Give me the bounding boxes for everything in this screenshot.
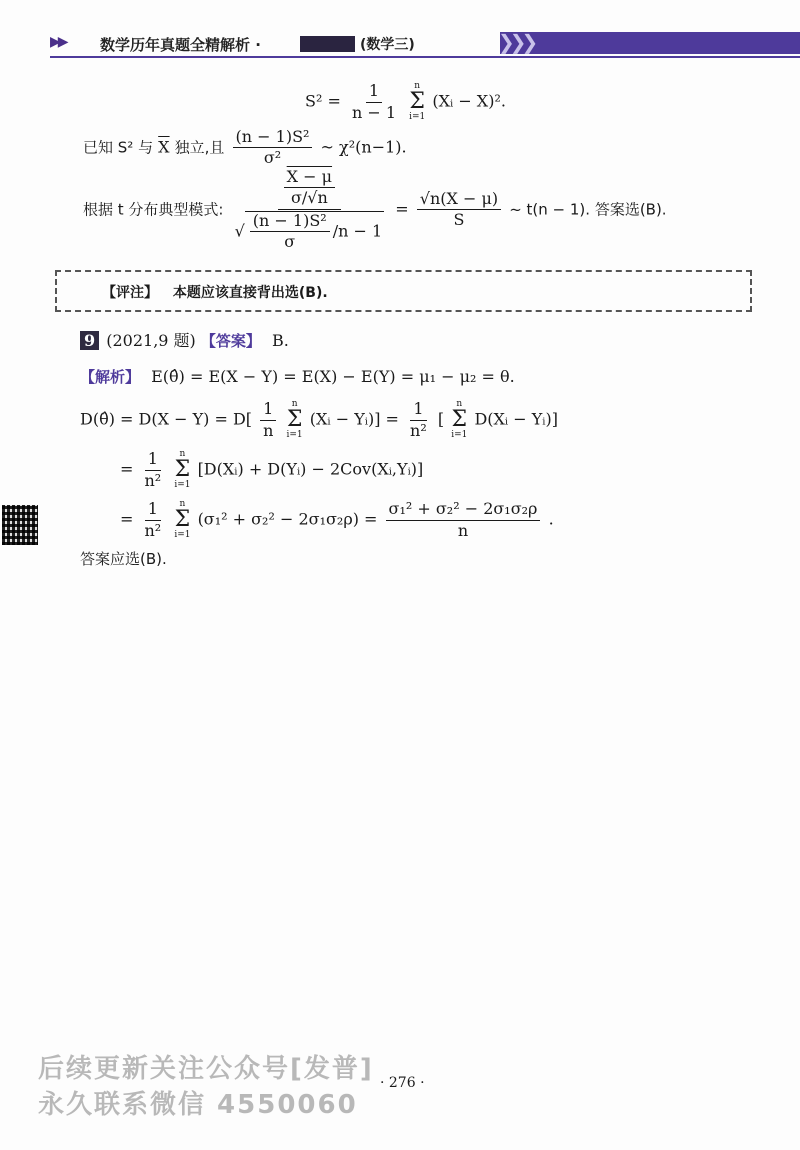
s2-rhs: (Xᵢ − X)². bbox=[432, 91, 506, 111]
t-den-frac-num: (n − 1)S² bbox=[250, 212, 330, 232]
variance-frac2-den: n² bbox=[410, 420, 427, 440]
header-rule bbox=[50, 56, 800, 58]
indep-xbar: $\overline{X}$ bbox=[158, 137, 170, 157]
answer-label: 【答案】 bbox=[200, 332, 261, 350]
sum-symbol: n Σ i=1 bbox=[174, 499, 191, 540]
t-big-fraction bbox=[232, 168, 388, 252]
header-band bbox=[500, 32, 800, 54]
line3-frac-num: 1 bbox=[145, 450, 161, 470]
indep-prefix: 已知 S² 与 bbox=[83, 138, 154, 157]
double-arrow-icon: ▶▶ bbox=[50, 34, 66, 50]
book-subtitle: (数学三) bbox=[360, 37, 415, 53]
page-header bbox=[0, 28, 800, 60]
t-frac2-num: √n(X − μ) bbox=[417, 190, 501, 210]
t-big-den: √ $\frac{\text{(n − 1)S²}}{\sigma}$ /n − 1 bbox=[234, 210, 383, 252]
sum-bottom: i=1 bbox=[409, 112, 426, 122]
t-frac2-den: S bbox=[453, 210, 465, 230]
line3-rhs: [D(Xᵢ) + D(Yᵢ) − 2Cov(Xᵢ,Yᵢ)] bbox=[197, 459, 424, 479]
watermark-line-1: 后续更新关注公众号[发普] bbox=[38, 1054, 374, 1084]
line4-frac-num: 1 bbox=[145, 500, 161, 520]
line3-equals: = bbox=[120, 459, 134, 479]
line4-frac2-num: σ₁² + σ₂² − 2σ₁σ₂ρ bbox=[386, 500, 541, 520]
s2-frac-num: 1 bbox=[366, 82, 382, 102]
book-title: 数学历年真题全精解析 · bbox=[100, 36, 261, 54]
t-den-tail: /n − 1 bbox=[332, 221, 383, 241]
analysis-line-4 bbox=[120, 500, 554, 540]
t-inner-num: X − μ bbox=[284, 168, 335, 188]
independence-line bbox=[83, 128, 407, 168]
sum-symbol: n Σ i=1 bbox=[174, 449, 191, 490]
variance-frac2-num: 1 bbox=[410, 400, 426, 420]
t-inner-fraction bbox=[284, 168, 335, 208]
s2-lhs: S² = bbox=[305, 91, 341, 111]
indep-frac-den: σ² bbox=[263, 148, 282, 168]
indep-mid: 独立,且 bbox=[174, 138, 225, 157]
final-answer-text: 答案应选(B). bbox=[80, 550, 167, 568]
watermark-line-2: 永久联系微信 4550060 bbox=[38, 1090, 358, 1120]
analysis-line-3 bbox=[120, 450, 423, 490]
line4-end: . bbox=[548, 509, 554, 529]
indep-rhs: ~ χ²(n−1). bbox=[320, 137, 407, 157]
line4-mid: (σ₁² + σ₂² − 2σ₁σ₂ρ) = bbox=[197, 509, 378, 529]
sum-symbol: n Σ i=1 bbox=[409, 81, 426, 122]
question-header bbox=[80, 328, 289, 351]
t-den-frac-den: σ bbox=[284, 232, 296, 252]
line4-fraction bbox=[142, 500, 165, 540]
variance-frac-2 bbox=[407, 400, 430, 440]
line3-fraction bbox=[142, 450, 165, 490]
t-inner-den: σ/√n bbox=[290, 188, 328, 208]
t-sqrt bbox=[245, 211, 384, 252]
page-number: · 276 · bbox=[380, 1075, 425, 1091]
redacted-block bbox=[300, 36, 355, 52]
t-equals: = bbox=[395, 199, 409, 219]
line4-equals: = bbox=[120, 509, 134, 529]
t-label: 根据 t 分布典型模式: bbox=[83, 200, 224, 219]
qr-code-icon bbox=[2, 505, 38, 545]
t-rhs: ~ t(n − 1). 答案选(B). bbox=[509, 200, 667, 219]
note-content bbox=[102, 282, 328, 302]
line3-frac-den: n² bbox=[144, 470, 162, 490]
variance-frac1-den: n bbox=[263, 420, 274, 440]
t-big-num bbox=[278, 168, 341, 210]
variance-frac1-num: 1 bbox=[260, 400, 276, 420]
t-distribution-line bbox=[83, 168, 667, 252]
indep-fraction bbox=[233, 128, 313, 168]
chevron-icon: ❯❯❯ bbox=[498, 30, 534, 54]
line4-frac2-den: n bbox=[457, 520, 469, 540]
note-box bbox=[55, 270, 752, 312]
line4-frac-den: n² bbox=[144, 520, 162, 540]
question-number: 9 bbox=[80, 331, 99, 350]
final-answer bbox=[80, 548, 167, 569]
note-label: 【评注】 bbox=[102, 285, 158, 301]
t-den-fraction bbox=[250, 212, 330, 252]
answer-value: B. bbox=[272, 331, 289, 350]
analysis-label: 【解析】 bbox=[80, 368, 141, 386]
sum-top: n bbox=[414, 81, 421, 91]
question-source: (2021,9 题) bbox=[106, 331, 196, 350]
s2-frac-den: n − 1 bbox=[351, 102, 397, 122]
expectation-formula: E(θ̂) = E(X − Y) = E(X) − E(Y) = μ₁ − μ₂ = θ. bbox=[151, 367, 515, 386]
variance-mid: (Xᵢ − Yᵢ)] = bbox=[309, 409, 399, 429]
s2-fraction bbox=[349, 82, 399, 122]
analysis-line-2: D(θ̂) = D(X − Y) = D[ $\frac{1}{n}$ n Σ i=1 (Xᵢ − Yᵢ)] = $\frac{1}{\text{n²}}$ [ n Σ i=1 D(Xᵢ − Yᵢ)] bbox=[80, 399, 558, 440]
analysis-line-1 bbox=[80, 366, 515, 387]
indep-frac-num: (n − 1)S² bbox=[233, 128, 313, 148]
variance-lhs: D(θ̂) = D(X − Y) = D[ bbox=[80, 409, 253, 429]
sum-symbol: n Σ i=1 bbox=[286, 399, 303, 440]
s2-formula bbox=[305, 82, 506, 122]
variance-frac-1 bbox=[260, 400, 276, 440]
sum-symbol: n Σ i=1 bbox=[451, 399, 468, 440]
note-text: 本题应该直接背出选(B). bbox=[172, 285, 328, 301]
variance-rhs: D(Xᵢ − Yᵢ)] bbox=[474, 409, 558, 429]
t-second-fraction bbox=[417, 190, 501, 230]
line4-fraction-2 bbox=[386, 500, 541, 540]
